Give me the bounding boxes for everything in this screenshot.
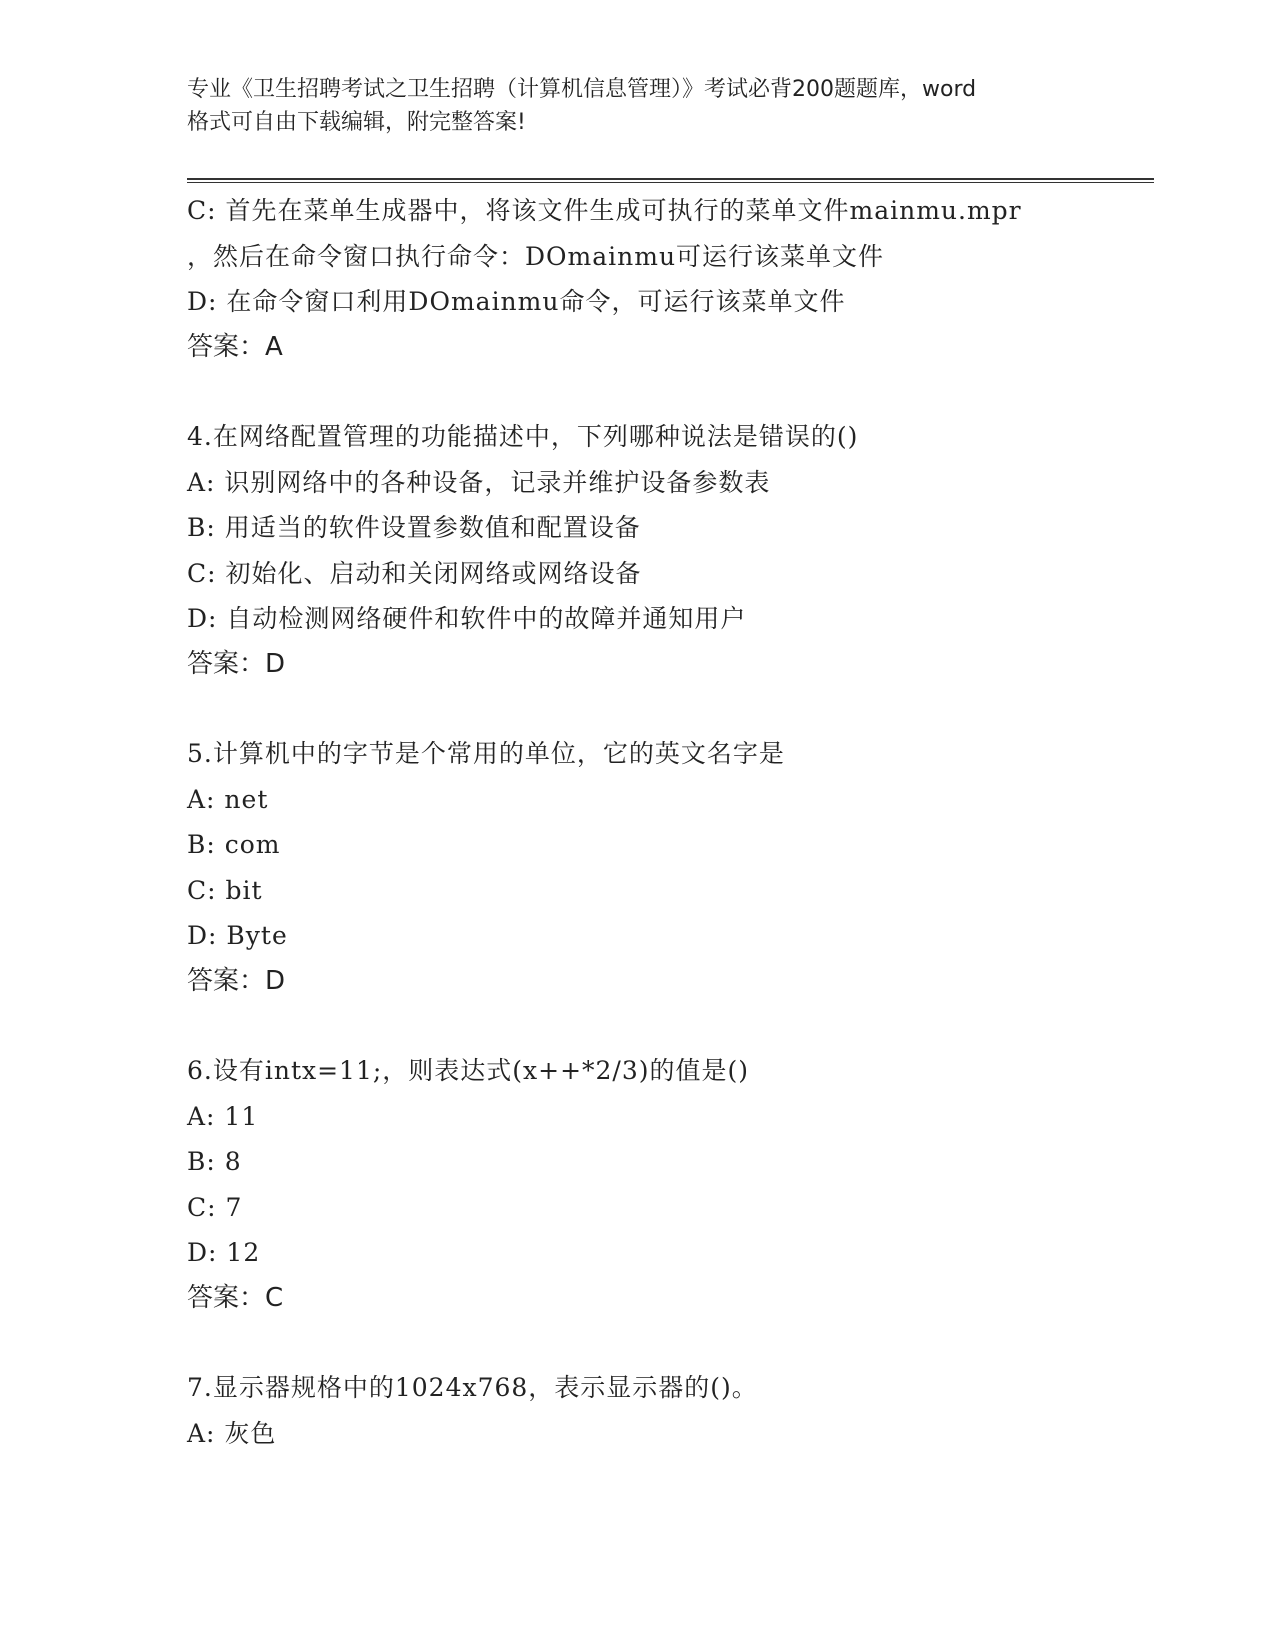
option-c: C: 初始化、启动和关闭网络或网络设备	[187, 558, 642, 588]
header-line-2: 格式可自由下载编辑，附完整答案!	[187, 110, 526, 135]
header-line-1: 专业《卫生招聘考试之卫生招聘（计算机信息管理）》考试必背200题题库，word	[187, 77, 977, 102]
question-stem: 5.计算机中的字节是个常用的单位，它的英文名字是	[187, 739, 785, 768]
answer-line: 答案：D	[187, 965, 286, 996]
question-3-continuation	[187, 188, 1187, 370]
answer-line: 答案：A	[187, 331, 283, 362]
option-c: C: 首先在菜单生成器中，将该文件生成可执行的菜单文件mainmu.mpr	[187, 196, 1022, 225]
question-5	[187, 731, 1187, 1004]
option-c: C: bit	[187, 875, 263, 905]
question-stem: 4.在网络配置管理的功能描述中，下列哪种说法是错误的()	[187, 422, 859, 451]
option-d: D: Byte	[187, 921, 288, 950]
option-a: A: net	[187, 784, 269, 814]
option-b: B: 用适当的软件设置参数值和配置设备	[187, 513, 641, 542]
option-a: A: 识别网络中的各种设备，记录并维护设备参数表	[187, 467, 771, 497]
document-header	[187, 73, 1087, 139]
spacer	[187, 1004, 1187, 1048]
option-b: B: com	[187, 830, 281, 859]
question-stem: 7.显示器规格中的1024x768，表示显示器的()。	[187, 1373, 758, 1402]
question-6	[187, 1048, 1187, 1321]
answer-line: 答案：C	[187, 1282, 284, 1313]
answer-line: 答案：D	[187, 648, 286, 679]
option-c-continued: ，然后在命令窗口执行命令：DOmainmu可运行该菜单文件	[187, 241, 885, 271]
question-7	[187, 1365, 1187, 1456]
option-d: D: 12	[187, 1238, 261, 1267]
option-c: C: 7	[187, 1192, 243, 1222]
option-a: A: 灰色	[187, 1418, 277, 1448]
spacer	[187, 370, 1187, 414]
option-d: D: 自动检测网络硬件和软件中的故障并通知用户	[187, 604, 747, 633]
option-a: A: 11	[187, 1101, 259, 1131]
question-list	[187, 188, 1187, 1456]
option-d: D: 在命令窗口利用DOmainmu命令，可运行该菜单文件	[187, 287, 846, 316]
spacer	[187, 1321, 1187, 1365]
question-stem: 6.设有intx=11;，则表达式(x++*2/3)的值是()	[187, 1056, 750, 1085]
spacer	[187, 687, 1187, 731]
option-b: B: 8	[187, 1147, 242, 1176]
header-divider	[187, 178, 1154, 183]
question-4	[187, 414, 1187, 687]
